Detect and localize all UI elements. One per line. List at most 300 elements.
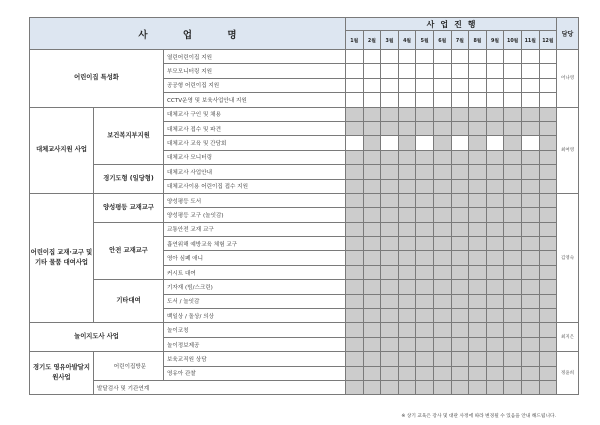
month-cell [346,251,364,265]
month-cell [433,366,451,380]
month-cell [398,193,416,207]
item-label: 발달검사 및 기관연계 [94,380,346,394]
month-cell [433,64,451,78]
month-cell [451,193,469,207]
month-cell [363,107,381,121]
month-cell [381,193,399,207]
table-row [30,280,579,294]
month-cell [451,237,469,251]
month-cell [504,179,522,193]
month-cell [363,222,381,236]
month-cell [433,93,451,107]
month-cell [469,294,487,308]
month-cell [504,294,522,308]
month-cell [469,50,487,64]
month-cell [433,265,451,279]
month-cell [504,150,522,164]
month-cell [521,380,539,394]
month-cell [469,179,487,193]
month-cell [416,337,434,351]
month-cell [398,380,416,394]
month-cell [539,251,557,265]
month-cell [504,251,522,265]
month-cell [416,78,434,92]
month-cell [416,50,434,64]
month-cell [539,165,557,179]
month-cell [363,309,381,323]
month-cell [363,380,381,394]
month-header: 1월 [346,31,364,50]
month-cell [433,337,451,351]
item-label: 커시트 대여 [164,265,346,279]
month-cell [381,309,399,323]
month-cell [433,352,451,366]
month-cell [486,380,504,394]
month-cell [486,294,504,308]
month-header: 2월 [363,31,381,50]
schedule-sheet [29,17,578,419]
month-cell [469,309,487,323]
item-label: CCTV운영 및 보육사업안내 지원 [164,93,346,107]
month-cell [363,323,381,337]
month-header: 7월 [451,31,469,50]
month-cell [433,294,451,308]
month-cell [504,222,522,236]
month-cell [486,121,504,135]
month-cell [346,50,364,64]
month-cell [504,352,522,366]
month-cell [381,237,399,251]
month-header: 4월 [398,31,416,50]
month-cell [433,222,451,236]
month-cell [381,208,399,222]
month-cell [451,150,469,164]
month-cell [521,179,539,193]
month-cell [346,93,364,107]
month-cell [363,136,381,150]
month-cell [469,64,487,78]
column-title-business: 사 업 명 [30,18,346,50]
month-cell [486,251,504,265]
item-label: 대체교사 모니터링 [164,150,346,164]
month-cell [539,280,557,294]
month-cell [363,179,381,193]
month-cell [381,107,399,121]
month-cell [416,107,434,121]
item-label: 대체교사 접수 및 파견 [164,121,346,135]
month-cell [486,64,504,78]
item-label: 대체교사 교육 및 간담회 [164,136,346,150]
month-cell [398,93,416,107]
month-cell [486,337,504,351]
month-cell [346,280,364,294]
month-cell [539,222,557,236]
month-cell [398,78,416,92]
month-cell [486,50,504,64]
month-cell [539,107,557,121]
month-header: 9월 [486,31,504,50]
month-cell [346,193,364,207]
month-cell [451,380,469,394]
month-cell [363,64,381,78]
month-cell [398,323,416,337]
month-cell [398,179,416,193]
month-header: 12월 [539,31,557,50]
month-cell [381,337,399,351]
month-cell [416,380,434,394]
item-label: 부모모니터링 지원 [164,64,346,78]
month-cell [469,237,487,251]
month-cell [521,366,539,380]
month-cell [521,93,539,107]
month-cell [486,352,504,366]
header-row [30,18,579,31]
month-cell [539,323,557,337]
month-cell [504,121,522,135]
manager-cell: 최여영 [557,107,579,193]
item-label: 대체교사 사업안내 [164,165,346,179]
month-cell [539,337,557,351]
month-cell [363,150,381,164]
month-cell [381,294,399,308]
month-cell [451,93,469,107]
month-cell [451,280,469,294]
month-cell [451,107,469,121]
month-cell [433,280,451,294]
month-cell [398,222,416,236]
month-cell [398,136,416,150]
month-cell [363,294,381,308]
month-header: 3월 [381,31,399,50]
month-cell [363,237,381,251]
month-cell [346,136,364,150]
month-cell [416,251,434,265]
month-cell [416,366,434,380]
month-cell [416,294,434,308]
month-cell [486,208,504,222]
month-cell [416,165,434,179]
month-cell [381,64,399,78]
month-cell [398,366,416,380]
month-cell [416,179,434,193]
month-cell [346,337,364,351]
month-cell [398,294,416,308]
month-cell [451,121,469,135]
month-cell [398,64,416,78]
month-cell [504,366,522,380]
month-cell [451,366,469,380]
month-cell [416,136,434,150]
month-cell [433,251,451,265]
month-cell [504,380,522,394]
month-cell [539,64,557,78]
month-cell [469,323,487,337]
item-label: 대체교사이용 어린이집 접수 지원 [164,179,346,193]
item-label: 공공형 어린이집 지원 [164,78,346,92]
month-cell [504,309,522,323]
month-cell [504,64,522,78]
item-label: 교통안전 교재 교구 [164,222,346,236]
month-cell [433,107,451,121]
month-cell [539,208,557,222]
month-cell [521,352,539,366]
month-header: 11월 [521,31,539,50]
item-label: 영유아 관찰 [164,366,346,380]
month-cell [398,165,416,179]
item-label: 기자재 (빔/스크린) [164,280,346,294]
month-cell [469,222,487,236]
month-cell [469,107,487,121]
month-cell [398,237,416,251]
month-cell [381,121,399,135]
month-cell [346,366,364,380]
item-label: 놀이정보제공 [164,337,346,351]
month-cell [381,323,399,337]
table-row [30,222,579,236]
month-cell [346,165,364,179]
month-cell [469,265,487,279]
month-cell [381,251,399,265]
month-cell [486,323,504,337]
month-cell [416,309,434,323]
month-cell [433,165,451,179]
month-cell [346,107,364,121]
month-cell [521,208,539,222]
month-cell [486,366,504,380]
month-cell [539,50,557,64]
month-cell [486,150,504,164]
month-cell [451,50,469,64]
month-cell [521,64,539,78]
item-label: 흡연위해 예방교육 체험 교구 [164,237,346,251]
month-cell [398,337,416,351]
month-cell [504,78,522,92]
month-cell [451,64,469,78]
month-cell [451,165,469,179]
month-cell [521,78,539,92]
month-cell [433,121,451,135]
item-label: 보육교직원 상담 [164,352,346,366]
month-cell [486,107,504,121]
month-cell [469,121,487,135]
month-cell [398,208,416,222]
month-cell [433,179,451,193]
month-cell [398,121,416,135]
month-cell [486,265,504,279]
footnote: ※ 상기 교육은 강사 및 대관 사정에 따라 변경될 수 있음을 안내 해드립니다. [401,414,556,419]
month-cell [521,193,539,207]
month-cell [521,294,539,308]
category-cell: 놀이지도사 사업 [30,323,164,352]
month-cell [504,208,522,222]
month-cell [539,93,557,107]
month-cell [504,107,522,121]
subcategory-cell: 양성평등 교재교구 [94,193,164,222]
month-cell [469,251,487,265]
item-label: 놀이코칭 [164,323,346,337]
month-cell [363,251,381,265]
month-cell [451,136,469,150]
column-title-manager: 담당 [557,18,579,50]
month-cell [539,150,557,164]
month-cell [416,64,434,78]
month-cell [381,366,399,380]
manager-cell: 김영숙 [557,193,579,323]
month-cell [363,337,381,351]
category-cell: 경기도 영유아발달지원사업 [30,352,94,395]
month-cell [346,222,364,236]
month-cell [416,121,434,135]
month-cell [346,380,364,394]
month-cell [504,337,522,351]
manager-cell: 최지은 [557,323,579,352]
month-cell [346,265,364,279]
month-cell [416,280,434,294]
item-label: 양성평등 도서 [164,193,346,207]
month-cell [416,93,434,107]
manager-cell: 정윤희 [557,352,579,395]
month-cell [433,309,451,323]
month-cell [451,294,469,308]
month-cell [539,265,557,279]
month-cell [433,237,451,251]
month-cell [363,121,381,135]
month-cell [469,165,487,179]
month-cell [363,265,381,279]
month-cell [398,107,416,121]
month-cell [433,150,451,164]
month-cell [433,380,451,394]
month-cell [451,179,469,193]
schedule-table [29,17,579,395]
month-cell [521,237,539,251]
month-cell [381,222,399,236]
subcategory-cell: 어린이집방문 [94,352,164,381]
month-cell [346,64,364,78]
month-cell [469,208,487,222]
month-cell [381,380,399,394]
month-header: 10월 [504,31,522,50]
month-cell [346,323,364,337]
month-cell [486,193,504,207]
table-row [30,380,579,394]
month-cell [539,380,557,394]
month-header: 5월 [416,31,434,50]
month-cell [416,193,434,207]
month-cell [398,352,416,366]
month-cell [486,280,504,294]
month-cell [416,352,434,366]
month-cell [521,251,539,265]
month-cell [451,337,469,351]
month-cell [451,265,469,279]
month-cell [539,352,557,366]
month-cell [416,150,434,164]
month-cell [504,193,522,207]
month-cell [346,150,364,164]
month-cell [521,265,539,279]
month-cell [469,366,487,380]
item-label: 영아 심폐 애니 [164,251,346,265]
month-cell [381,78,399,92]
month-cell [346,208,364,222]
month-cell [363,193,381,207]
month-cell [539,78,557,92]
month-cell [521,323,539,337]
month-cell [486,222,504,236]
month-cell [381,265,399,279]
month-cell [363,93,381,107]
table-row [30,193,579,207]
month-cell [433,50,451,64]
month-cell [433,323,451,337]
month-cell [469,93,487,107]
month-cell [416,222,434,236]
month-header: 8월 [469,31,487,50]
item-label: 열린어린이집 지원 [164,50,346,64]
table-row [30,323,579,337]
month-cell [363,165,381,179]
month-cell [521,309,539,323]
month-header: 6월 [433,31,451,50]
month-cell [539,136,557,150]
category-cell: 어린이집 교재·교구 및 기타 물품 대여사업 [30,193,94,323]
month-cell [469,78,487,92]
month-cell [433,78,451,92]
month-cell [486,136,504,150]
month-cell [433,208,451,222]
month-cell [504,136,522,150]
month-cell [504,93,522,107]
month-cell [363,78,381,92]
category-cell: 대체교사지원 사업 [30,107,94,193]
month-cell [469,380,487,394]
month-cell [381,136,399,150]
month-cell [363,280,381,294]
category-cell: 어린이집 특성화 [30,50,164,108]
month-cell [346,179,364,193]
month-cell [486,179,504,193]
month-cell [451,78,469,92]
month-cell [539,121,557,135]
month-cell [398,280,416,294]
month-cell [539,309,557,323]
month-cell [469,352,487,366]
month-cell [521,337,539,351]
month-cell [486,78,504,92]
month-cell [381,352,399,366]
month-cell [398,150,416,164]
month-cell [504,50,522,64]
month-cell [416,323,434,337]
month-cell [469,136,487,150]
month-cell [381,93,399,107]
month-cell [451,208,469,222]
month-cell [539,237,557,251]
month-cell [346,78,364,92]
subcategory-cell: 안전 교재교구 [94,222,164,280]
table-row [30,352,579,366]
month-cell [381,280,399,294]
month-cell [504,280,522,294]
table-row [30,107,579,121]
month-cell [363,208,381,222]
month-cell [398,251,416,265]
month-cell [521,150,539,164]
item-label: 백일상 / 돌상/ 의상 [164,309,346,323]
table-row [30,165,579,179]
month-cell [504,165,522,179]
